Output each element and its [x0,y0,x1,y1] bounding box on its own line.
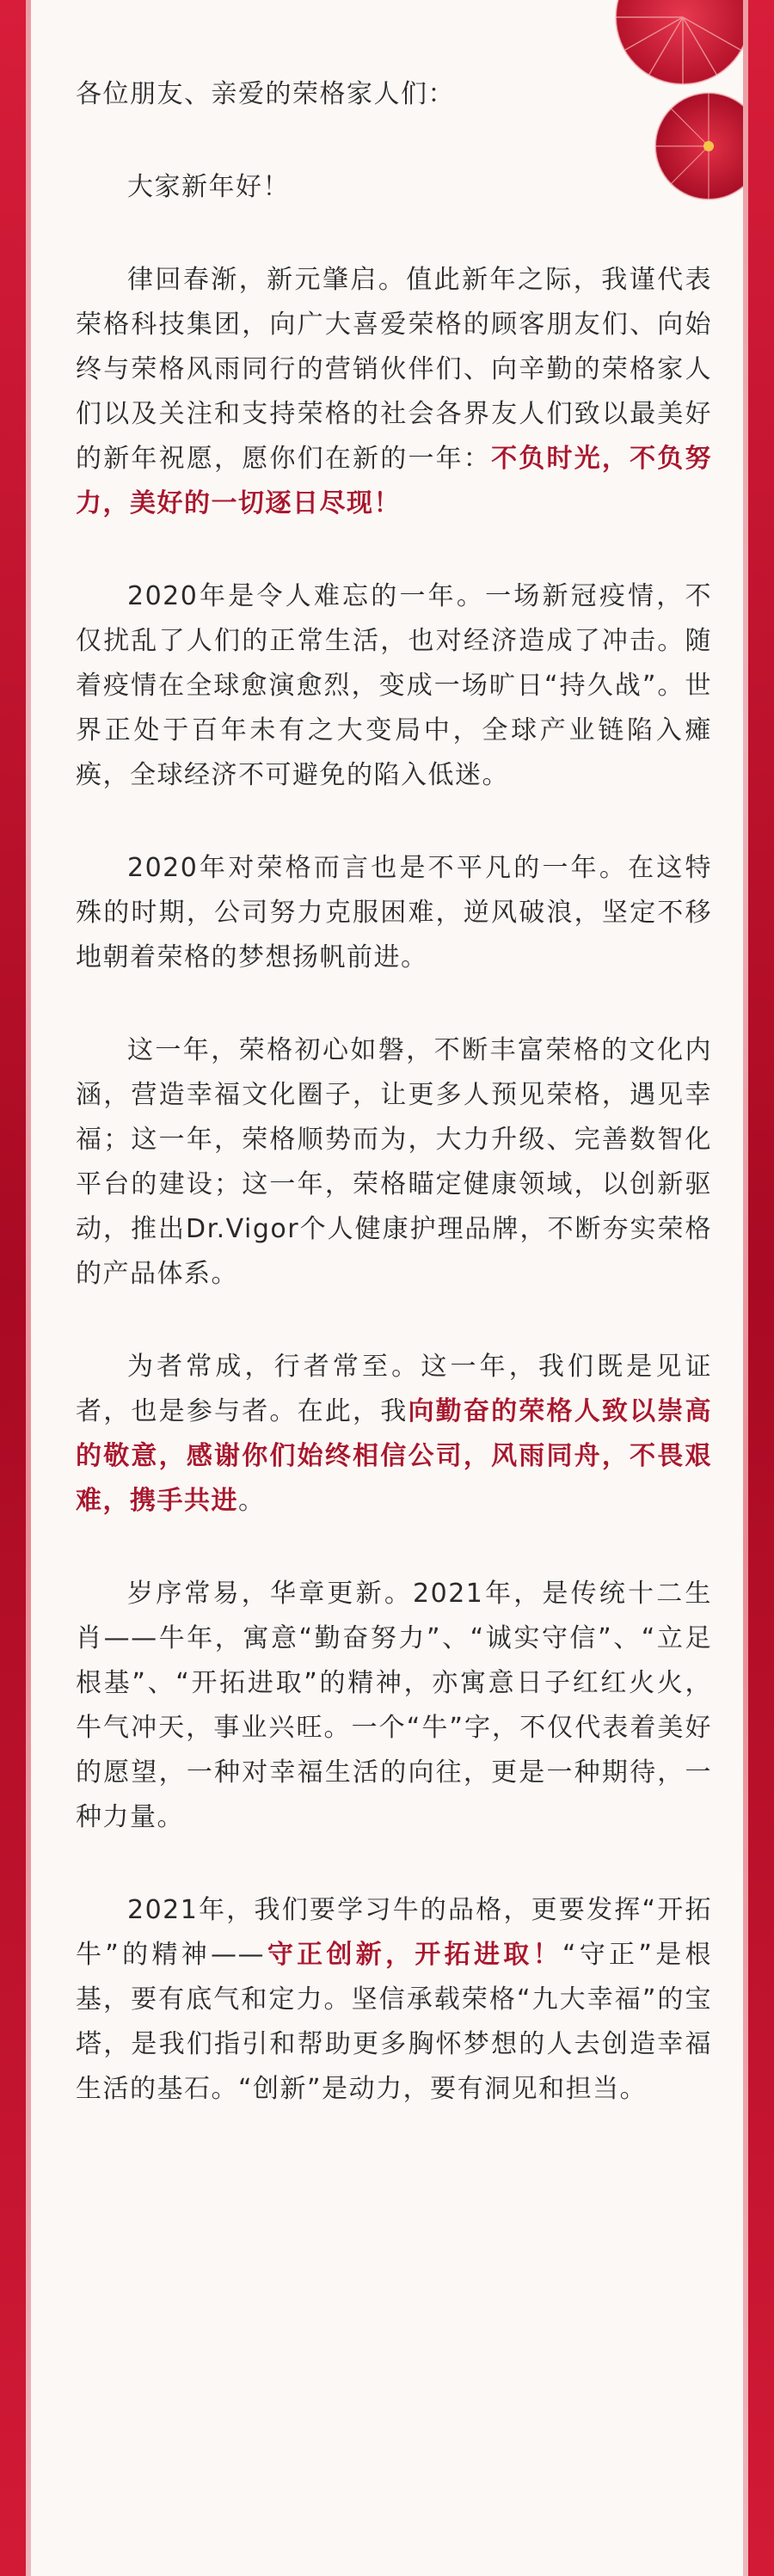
paragraph-2021-spirit [76,1888,712,2112]
paragraph-new-year-wishes [76,258,712,526]
paragraph-2020-pandemic: 2020年是令人难忘的一年。一场新冠疫情，不仅扰乱了人们的正常生活，也对经济造成了冲击。随着疫情在全球愈演愈烈，变成一场旷日“持久战”。世界正处于百年未有之大变局中，全球产业链陷入瘫痪，全球经济不可避免的陷入低迷。 [76,581,712,790]
salutation: 各位朋友、亲爱的荣格家人们： [76,79,455,109]
right-red-border [748,0,774,2576]
paragraph-text: 律回春渐，新元肇启。值此新年之际，我谨代表荣格科技集团，向广大喜爱荣格的顾客朋友们、向始终与荣格风雨同行的营销伙伴们、向辛勤的荣格家人们以及关注和支持荣格的社会各界友人们致以最美好的新年祝愿，愿你们在新的一年： [76,265,712,474]
paragraph-text-end: 。 [238,1486,266,1516]
highlighted-motto: 守正创新，开拓进取！ [265,1940,562,1970]
paragraph-year-of-ox: 岁序常易，华章更新。2021年，是传统十二生肖——牛年，寓意“勤奋努力”、“诚实守信”、“立足根基”、“开拓进取”的精神，亦寓意日子红红火火，牛气冲天，事业兴旺。一个“牛”字，不仅代表着美好的愿望，一种对幸福生活的向往，更是一种期待，一种力量。 [76,1579,712,1832]
paragraph-text: 2021年，我们要学习牛的品格，更要发挥“开拓牛”的精神—— [76,1895,712,1970]
paragraph-2020-company: 2020年对荣格而言也是不平凡的一年。在这特殊的时期，公司努力克服困难，逆风破浪，坚定不移地朝着荣格的梦想扬帆前进。 [76,853,712,972]
paragraph-gratitude [76,1345,712,1524]
paragraph-text: 为者常成，行者常至。这一年，我们既是见证者，也是参与者。在此，我 [76,1352,712,1426]
right-border-shine [743,0,748,2576]
highlighted-gratitude: 向勤奋的荣格人致以崇高的敬意，感谢你们始终相信公司，风雨同舟，不畏艰难，携手共进 [76,1396,713,1516]
greeting: 大家新年好！ [127,172,290,202]
paragraph-text-cont: “守正”是根基，要有底气和定力。坚信承载荣格“九大幸福”的宝塔，是我们指引和帮助更多胸怀梦想的人去创造幸福生活的基石。“创新”是动力，要有洞见和担当。 [76,1940,713,2104]
highlighted-wish: 不负时光，不负努力，美好的一切逐日尽现！ [76,444,713,518]
paragraph-achievements: 这一年，荣格初心如磐，不断丰富荣格的文化内涵，营造幸福文化圈子，让更多人预见荣格，遇见幸福；这一年，荣格顺势而为，大力升级、完善数智化平台的建设；这一年，荣格瞄定健康领域，以创新驱动，推出Dr.Vigor个人健康护理品牌，不断夯实荣格的产品体系。 [76,1035,712,1289]
left-red-border [0,0,26,2576]
letter-body [76,72,712,2160]
